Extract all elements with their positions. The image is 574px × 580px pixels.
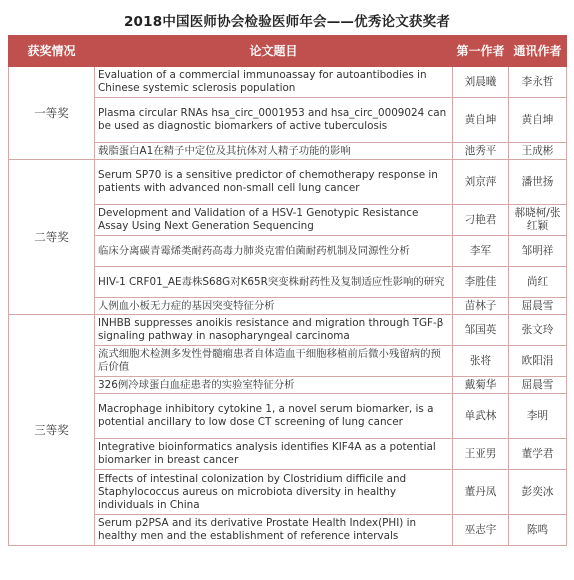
first-author-cell: 刁艳君 <box>453 205 509 236</box>
award-level-cell: 三等奖 <box>9 315 95 546</box>
paper-title-cell: Serum SP70 is a sensitive predictor of chemotherapy response in patients with advanced non-small cell lung cancer <box>95 160 453 205</box>
first-author-cell: 李胜佳 <box>453 267 509 298</box>
first-author-cell: 苗林子 <box>453 298 509 315</box>
paper-title-cell: INHBB suppresses anoikis resistance and migration through TGF-β signaling pathway in nasopharyngeal carcinoma <box>95 315 453 346</box>
corresponding-author-cell: 欧阳涓 <box>509 346 567 377</box>
corresponding-author-cell: 潘世扬 <box>509 160 567 205</box>
paper-title-cell: 人例血小板无力症的基因突变特征分析 <box>95 298 453 315</box>
first-author-cell: 巫志宇 <box>453 515 509 546</box>
paper-title-cell: Macrophage inhibitory cytokine 1, a novel serum biomarker, is a potential ancillary to low dose CT screening of lung cancer <box>95 394 453 439</box>
first-author-cell: 单武林 <box>453 394 509 439</box>
first-author-cell: 黄自坤 <box>453 98 509 143</box>
corresponding-author-cell: 张文玲 <box>509 315 567 346</box>
award-level-cell: 二等奖 <box>9 160 95 315</box>
header-paper-title: 论文题目 <box>95 36 453 67</box>
corresponding-author-cell: 郝晓柯/张红颖 <box>509 205 567 236</box>
corresponding-author-cell: 尚红 <box>509 267 567 298</box>
paper-title-cell: 临床分离碳青霉烯类耐药高毒力肺炎克雷伯菌耐药机制及同源性分析 <box>95 236 453 267</box>
corresponding-author-cell: 王成彬 <box>509 143 567 160</box>
first-author-cell: 刘晨曦 <box>453 67 509 98</box>
corresponding-author-cell: 陈鸣 <box>509 515 567 546</box>
corresponding-author-cell: 李明 <box>509 394 567 439</box>
paper-title-cell: 流式细胞术检测多发性骨髓瘤患者自体造血干细胞移植前后微小残留病的预后价值 <box>95 346 453 377</box>
page-title: 2018中国医师协会检验医师年会——优秀论文获奖者 <box>123 14 451 30</box>
first-author-cell: 张将 <box>453 346 509 377</box>
table-row <box>9 67 567 98</box>
paper-title-cell: Effects of intestinal colonization by Clostridium difficile and Staphylococcus aureus on microbiota diversity in healthy individuals in China <box>95 470 453 515</box>
first-author-cell: 刘京萍 <box>453 160 509 205</box>
paper-title-cell: Evaluation of a commercial immunoassay for autoantibodies in Chinese systemic sclerosis population <box>95 67 453 98</box>
header-award-level: 获奖情况 <box>9 36 95 67</box>
corresponding-author-cell: 黄自坤 <box>509 98 567 143</box>
paper-title-cell: Serum p2PSA and its derivative Prostate Health Index(PHI) in healthy men and the establishment of reference intervals <box>95 515 453 546</box>
corresponding-author-cell: 彭奕冰 <box>509 470 567 515</box>
corresponding-author-cell: 邹明祥 <box>509 236 567 267</box>
awards-table <box>8 35 567 546</box>
paper-title-cell: Development and Validation of a HSV-1 Genotypic Resistance Assay Using Next Generation Sequencing <box>95 205 453 236</box>
table-row <box>9 315 567 346</box>
first-author-cell: 董丹凤 <box>453 470 509 515</box>
first-author-cell: 邹国英 <box>453 315 509 346</box>
header-corresponding-author: 通讯作者 <box>509 36 567 67</box>
corresponding-author-cell: 屈晨雪 <box>509 298 567 315</box>
corresponding-author-cell: 屈晨雪 <box>509 377 567 394</box>
first-author-cell: 王亚男 <box>453 439 509 470</box>
table-header-row <box>9 36 567 67</box>
paper-title-cell: 326例冷球蛋白血症患者的实验室特征分析 <box>95 377 453 394</box>
first-author-cell: 李军 <box>453 236 509 267</box>
paper-title-cell: 载脂蛋白A1在精子中定位及其抗体对人精子功能的影响 <box>95 143 453 160</box>
corresponding-author-cell: 董学君 <box>509 439 567 470</box>
first-author-cell: 池秀平 <box>453 143 509 160</box>
paper-title-cell: Integrative bioinformatics analysis identifies KIF4A as a potential biomarker in breast cancer <box>95 439 453 470</box>
corresponding-author-cell: 李永哲 <box>509 67 567 98</box>
table-row <box>9 160 567 205</box>
award-level-cell: 一等奖 <box>9 67 95 160</box>
paper-title-cell: HIV-1 CRF01_AE毒株S68G对K65R突变株耐药性及复制适应性影响的研究 <box>95 267 453 298</box>
first-author-cell: 戴菊华 <box>453 377 509 394</box>
paper-title-cell: Plasma circular RNAs hsa_circ_0001953 and hsa_circ_0009024 can be used as diagnostic biomarkers of active tuberculosis <box>95 98 453 143</box>
header-first-author: 第一作者 <box>453 36 509 67</box>
